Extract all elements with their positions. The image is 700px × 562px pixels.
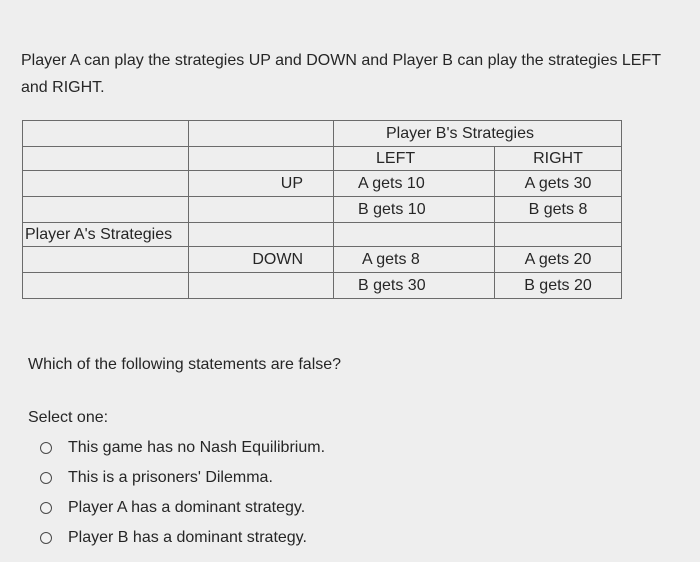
table-cell: [23, 247, 189, 273]
answer-option[interactable]: [40, 523, 325, 553]
radio-button-icon[interactable]: [40, 442, 52, 454]
radio-button-icon[interactable]: [40, 532, 52, 544]
down-right-b-payoff: B gets 20: [495, 273, 622, 299]
answer-option[interactable]: [40, 433, 325, 463]
table-cell: [23, 147, 189, 171]
left-strategy-label: LEFT: [334, 147, 495, 171]
question-prompt: Which of the following statements are false?: [28, 356, 342, 373]
table-cell: [189, 197, 334, 223]
table-cell: [334, 223, 495, 247]
down-right-a-payoff: A gets 20: [495, 247, 622, 273]
answer-options: [40, 433, 325, 553]
up-right-a-payoff: A gets 30: [495, 171, 622, 197]
down-left-a-payoff: A gets 8: [334, 247, 495, 273]
up-right-b-payoff: B gets 8: [495, 197, 622, 223]
answer-option-label: This is a prisoners' Dilemma.: [68, 469, 273, 486]
table-cell: [23, 273, 189, 299]
table-cell: [23, 171, 189, 197]
table-cell: [495, 223, 622, 247]
table-cell: [189, 147, 334, 171]
answer-option-label: This game has no Nash Equilibrium.: [68, 439, 326, 456]
payoff-table: [22, 120, 622, 299]
answer-option-label: Player B has a dominant strategy.: [68, 529, 307, 546]
up-strategy-label: UP: [189, 171, 334, 197]
select-one-label: Select one:: [28, 409, 109, 426]
answer-option[interactable]: [40, 463, 325, 493]
answer-option[interactable]: [40, 493, 325, 523]
down-left-b-payoff: B gets 30: [334, 273, 495, 299]
table-cell: [23, 121, 189, 147]
table-cell: [189, 273, 334, 299]
radio-button-icon[interactable]: [40, 472, 52, 484]
right-strategy-label: RIGHT: [495, 147, 622, 171]
table-cell: [189, 121, 334, 147]
table-cell: [189, 223, 334, 247]
player-a-header: Player A's Strategies: [23, 223, 189, 247]
player-b-header: Player B's Strategies: [334, 121, 622, 147]
answer-option-label: Player A has a dominant strategy.: [68, 499, 306, 516]
table-cell: [23, 197, 189, 223]
question-text: Player A can play the strategies UP and DOWN and Player B can play the strategies LEFT and RIGHT.: [21, 52, 661, 96]
radio-button-icon[interactable]: [40, 502, 52, 514]
up-left-b-payoff: B gets 10: [334, 197, 495, 223]
down-strategy-label: DOWN: [189, 247, 334, 273]
up-left-a-payoff: A gets 10: [334, 171, 495, 197]
